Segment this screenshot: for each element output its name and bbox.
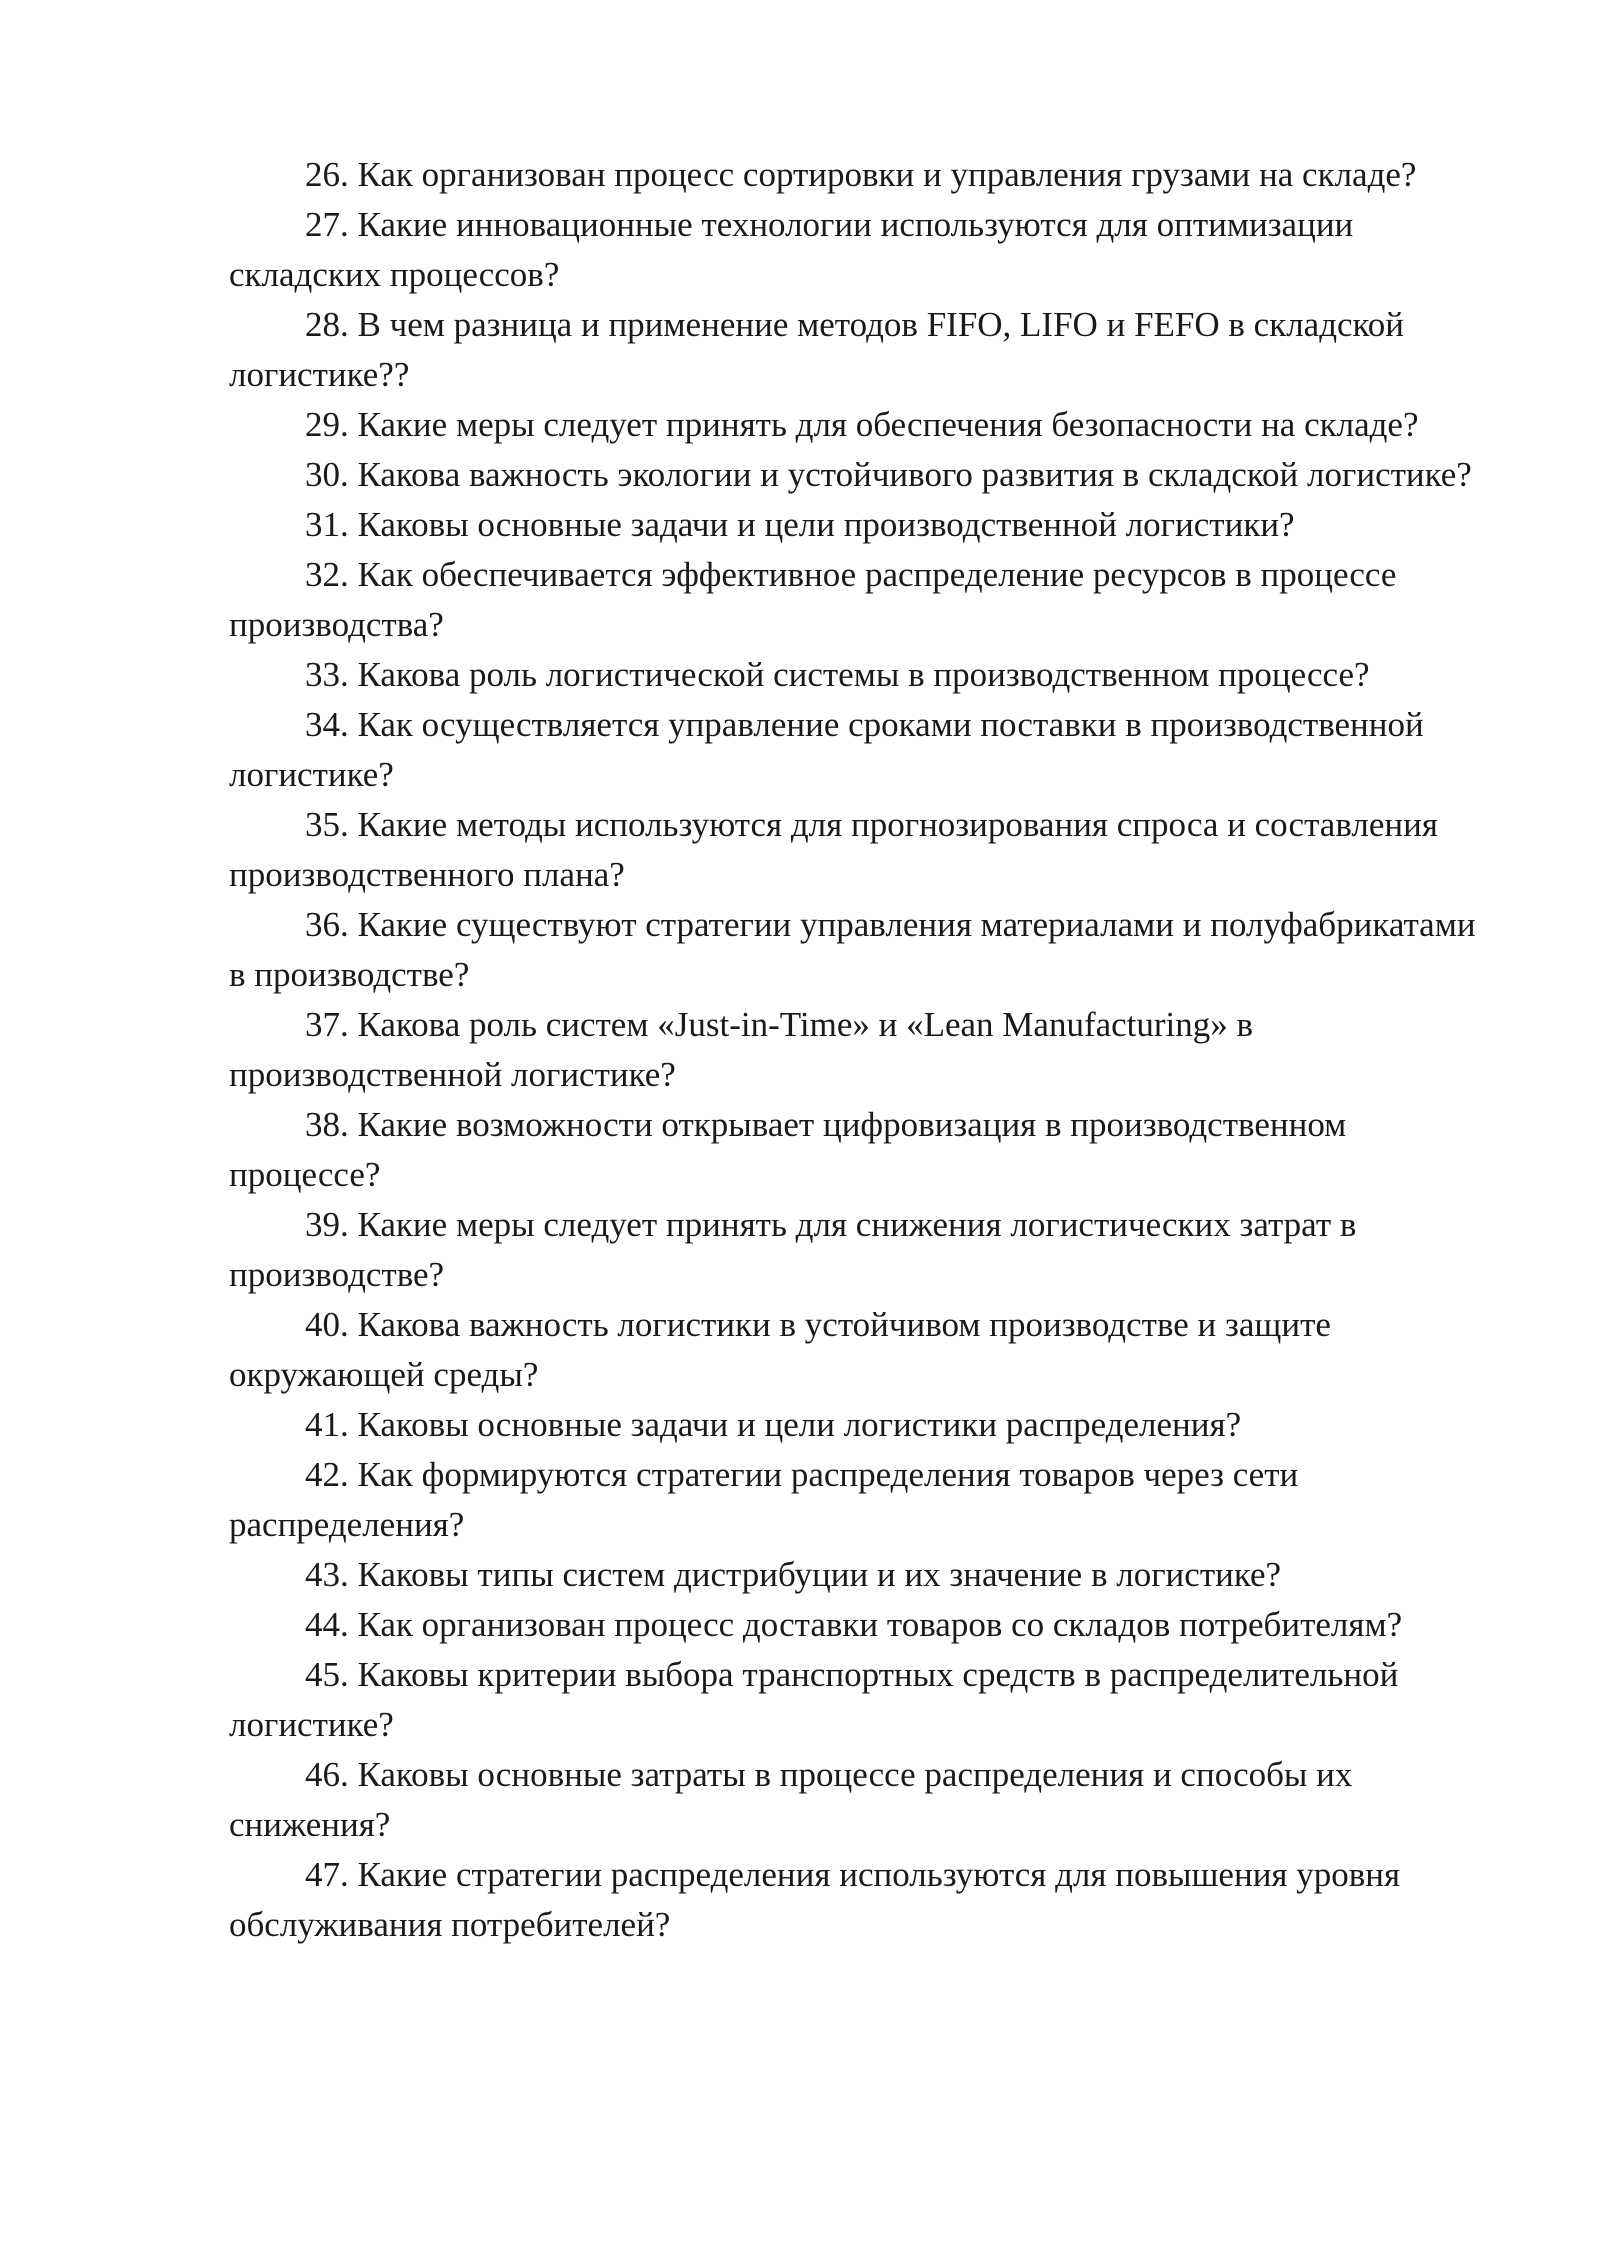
question-47: 47. Какие стратегии распределения используются для повышения уровня обслуживания потребителей? (229, 1855, 1401, 1944)
question-27: 27. Какие инновационные технологии используются для оптимизации складских процессов? (229, 205, 1354, 294)
question-37: 37. Какова роль систем «Just-in-Time» и «Lean Manufacturing» в производственной логистике? (229, 1005, 1254, 1094)
question-42: 42. Как формируются стратегии распределения товаров через сети распределения? (229, 1455, 1299, 1544)
question-36: 36. Какие существуют стратегии управления материалами и полуфабрикатами в производстве? (229, 905, 1476, 994)
question-35: 35. Какие методы используются для прогнозирования спроса и составления производственного плана? (229, 805, 1438, 894)
question-34: 34. Как осуществляется управление сроками поставки в производственной логистике? (229, 705, 1424, 794)
question-40: 40. Какова важность логистики в устойчивом производстве и защите окружающей среды? (229, 1305, 1331, 1394)
question-33: 33. Какова роль логистической системы в производственном процессе? (305, 655, 1370, 694)
question-41: 41. Каковы основные задачи и цели логистики распределения? (305, 1405, 1242, 1444)
question-26: 26. Как организован процесс сортировки и управления грузами на складе? (305, 155, 1417, 194)
question-46: 46. Каковы основные затраты в процессе распределения и способы их снижения? (229, 1755, 1353, 1844)
question-29: 29. Какие меры следует принять для обеспечения безопасности на складе? (305, 405, 1419, 444)
document-page (229, 150, 1499, 1950)
question-32: 32. Как обеспечивается эффективное распределение ресурсов в процессе производства? (229, 555, 1397, 644)
question-43: 43. Каковы типы систем дистрибуции и их значение в логистике? (305, 1555, 1282, 1594)
question-39: 39. Какие меры следует принять для снижения логистических затрат в производстве? (229, 1205, 1357, 1294)
question-44: 44. Как организован процесс доставки товаров со складов потребителям? (305, 1605, 1403, 1644)
question-30: 30. Какова важность экологии и устойчивого развития в складской логистике? (305, 455, 1472, 494)
question-31: 31. Каковы основные задачи и цели производственной логистики? (305, 505, 1295, 544)
question-38: 38. Какие возможности открывает цифровизация в производственном процессе? (229, 1105, 1347, 1194)
question-28: 28. В чем разница и применение методов FIFO, LIFO и FEFO в складской логистике?? (229, 305, 1405, 394)
question-45: 45. Каковы критерии выбора транспортных средств в распределительной логистике? (229, 1655, 1399, 1744)
